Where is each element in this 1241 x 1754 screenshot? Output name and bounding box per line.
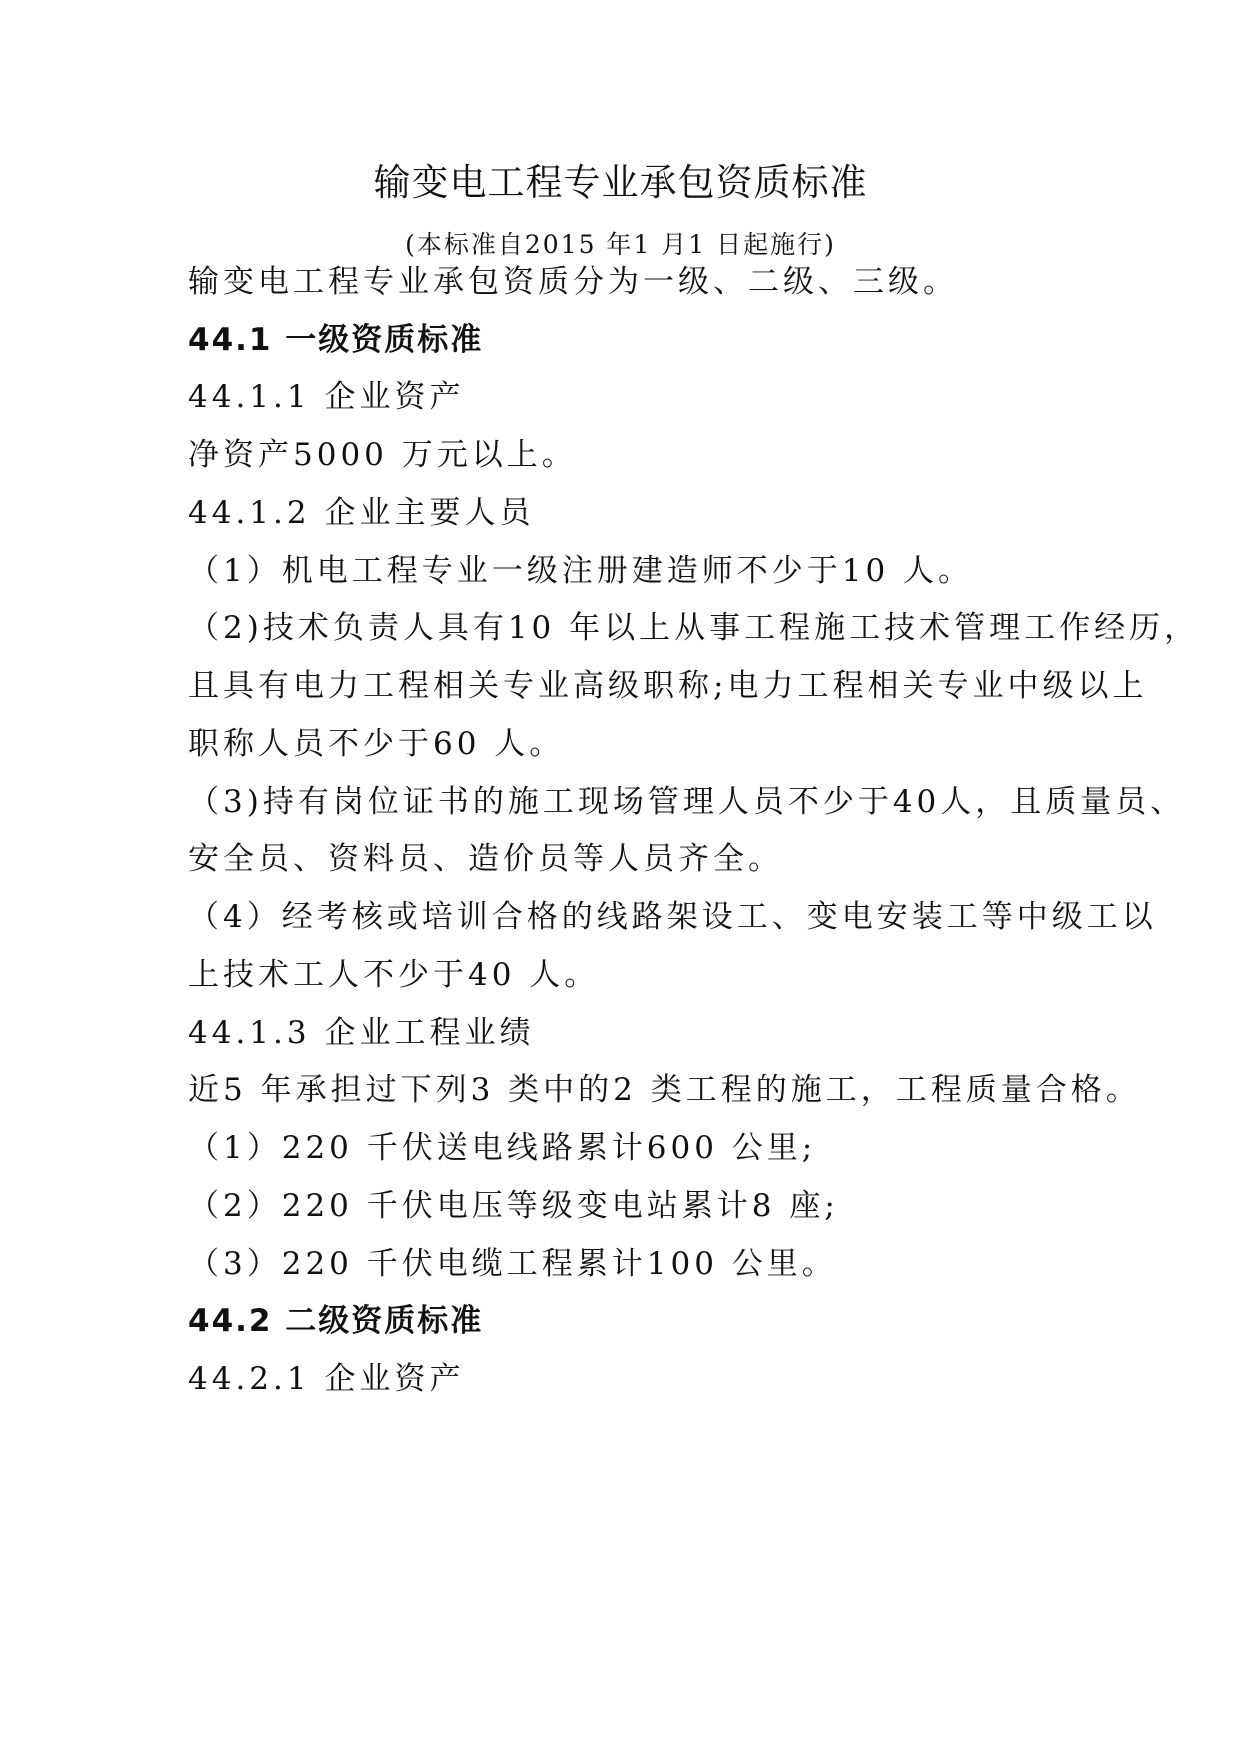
list-item-performance-2: （2）220 千伏电压等级变电站累计8 座;: [188, 1188, 839, 1224]
intro-paragraph: 输变电工程专业承包资质分为一级、二级、三级。: [188, 264, 958, 300]
paragraph-performance: 近5 年承担过下列3 类中的2 类工程的施工，工程质量合格。: [188, 1072, 1141, 1108]
list-item-personnel-3-line-2: 安全员、资料员、造价员等人员齐全。: [188, 841, 783, 877]
subsection-heading-44-1-2: 44.1.2 企业主要人员: [188, 495, 535, 531]
list-item-personnel-3-line-1: （3)持有岗位证书的施工现场管理人员不少于40人，且质量员、: [188, 784, 1186, 820]
subsection-heading-44-2-1: 44.2.1 企业资产: [188, 1361, 465, 1397]
subsection-heading-44-1-1: 44.1.1 企业资产: [188, 379, 465, 415]
list-item-personnel-2-line-2: 且具有电力工程相关专业高级职称;电力工程相关专业中级以上: [188, 668, 1148, 704]
document-subtitle: (本标准自2015 年1 月1 日起施行): [405, 230, 836, 259]
list-item-performance-1: （1）220 千伏送电线路累计600 公里;: [188, 1130, 817, 1166]
section-heading-44-2: 44.2 二级资质标准: [188, 1303, 484, 1339]
list-item-personnel-4-line-1: （4）经考核或培训合格的线路架设工、变电安装工等中级工以: [188, 899, 1157, 935]
list-item-personnel-1: （1）机电工程专业一级注册建造师不少于10 人。: [188, 553, 974, 589]
list-item-personnel-2-line-3: 职称人员不少于60 人。: [188, 726, 565, 762]
subsection-heading-44-1-3: 44.1.3 企业工程业绩: [188, 1015, 535, 1051]
list-item-personnel-4-line-2: 上技术工人不少于40 人。: [188, 957, 600, 993]
list-item-personnel-2-line-1: （2)技术负责人具有10 年以上从事工程施工技术管理工作经历，: [188, 610, 1200, 646]
document-title: 输变电工程专业承包资质标准: [373, 161, 868, 204]
paragraph-net-assets: 净资产5000 万元以上。: [188, 437, 577, 473]
section-heading-44-1: 44.1 一级资质标准: [188, 322, 484, 358]
list-item-performance-3: （3）220 千伏电缆工程累计100 公里。: [188, 1246, 837, 1282]
